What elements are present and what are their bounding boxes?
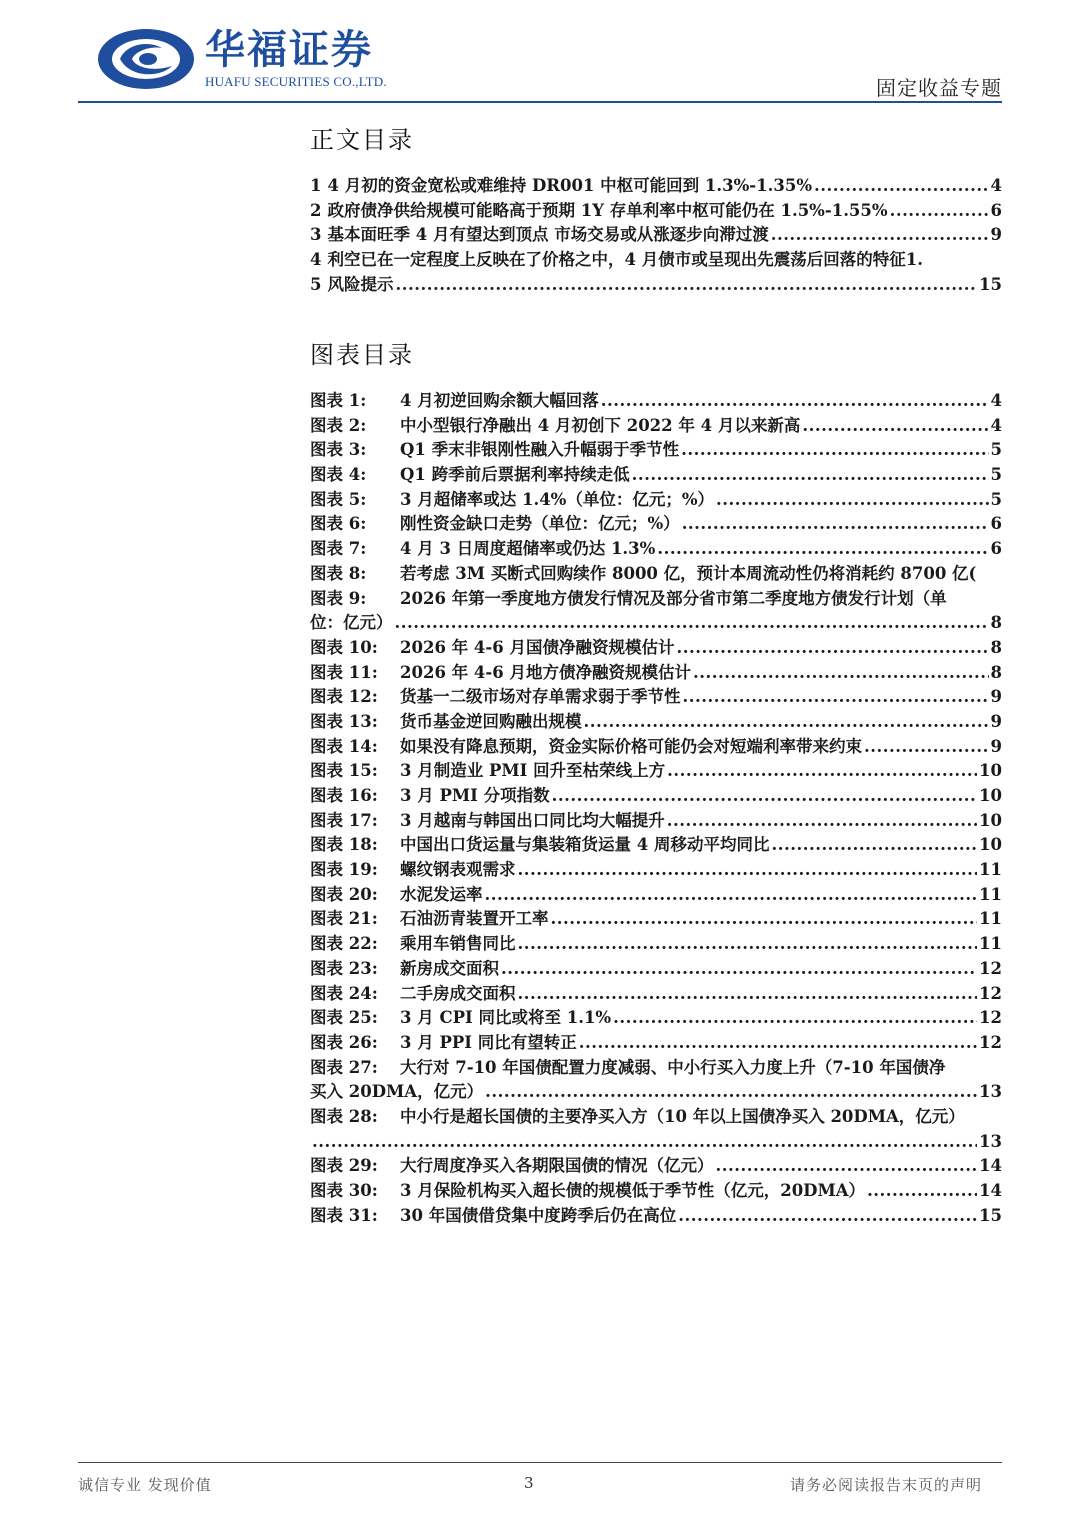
figure-list-item[interactable] <box>310 1179 1002 1204</box>
figure-list-item[interactable] <box>310 389 1002 414</box>
figure-list-item[interactable] <box>310 957 1002 982</box>
dot-leader <box>683 685 989 710</box>
dot-leader <box>667 809 977 834</box>
figure-page: 10 <box>979 835 1002 855</box>
figure-list-item[interactable] <box>310 537 1002 562</box>
figure-list-item[interactable] <box>310 907 1002 932</box>
toc-item-number: 3 <box>310 225 322 245</box>
figure-page: 5 <box>990 440 1002 460</box>
figure-title: 4 月 3 日周度超储率或仍达 1.3% <box>400 539 656 559</box>
figure-list-item[interactable] <box>310 512 1002 537</box>
dot-leader <box>395 273 977 298</box>
dot-leader <box>518 982 978 1007</box>
figure-title: 货基一二级市场对存单需求弱于季节性 <box>400 687 681 707</box>
figure-number: 图表 12: <box>310 687 378 707</box>
figure-title: 3 月越南与韩国出口同比均大幅提升 <box>400 810 665 830</box>
dot-leader <box>579 1031 977 1056</box>
figure-title: 3 月 CPI 同比或将至 1.1% <box>400 1008 612 1028</box>
page-number: 3 <box>524 1474 534 1492</box>
figure-list-item[interactable] <box>310 809 1002 834</box>
figure-title: 3 月保险机构买入超长债的规模低于季节性（亿元，20DMA） <box>400 1181 866 1200</box>
footer-slogan: 诚信专业 发现价值 <box>78 1476 212 1494</box>
figure-number: 图表 24: <box>310 983 378 1003</box>
dot-leader <box>518 932 978 957</box>
dot-leader <box>601 389 989 414</box>
dot-leader <box>681 438 988 463</box>
dot-leader <box>551 907 978 932</box>
figure-list-item[interactable] <box>310 1130 1002 1155</box>
figure-title: 大行对 7-10 年国债配置力度减弱、中小行买入力度上升（7-10 年国债净 <box>400 1057 946 1077</box>
figure-number: 图表 15: <box>310 761 378 781</box>
toc-item-label: 政府债净供给规模可能略高于预期 1Y 存单利率中枢可能仍在 1.5%-1.55% <box>327 200 888 220</box>
figure-list-item[interactable] <box>310 562 1002 587</box>
figure-title: 螺纹钢表观需求 <box>400 860 516 880</box>
figure-list-item[interactable] <box>310 636 1002 661</box>
figure-list-item[interactable] <box>310 784 1002 809</box>
dot-leader <box>802 414 988 439</box>
dot-leader <box>676 636 988 661</box>
toc-item[interactable] <box>310 199 1002 224</box>
figure-page: 12 <box>979 983 1002 1003</box>
figure-page: 13 <box>979 1082 1002 1102</box>
figure-number: 图表 1: <box>310 391 367 410</box>
figure-title: 中小型银行净融出 4 月初创下 2022 年 4 月以来新高 <box>400 415 801 435</box>
figure-title: 如果没有降息预期，资金实际价格可能仍会对短端利率带来约束 <box>400 736 862 756</box>
figure-title: 2026 年 4-6 月国债净融资规模估计 <box>400 637 675 657</box>
figure-page: 11 <box>979 884 1002 904</box>
figure-list-item[interactable] <box>310 1031 1002 1056</box>
figure-number: 图表 10: <box>310 637 378 657</box>
toc-item-number: 5 <box>310 274 322 294</box>
figure-page: 6 <box>990 514 1002 534</box>
dot-leader <box>814 174 989 199</box>
figure-page: 5 <box>990 465 1002 485</box>
dot-leader <box>771 833 977 858</box>
figure-page: 10 <box>979 786 1002 805</box>
figure-title: 30 年国债借贷集中度跨季后仍在高位 <box>400 1205 677 1225</box>
dot-leader <box>678 1204 977 1229</box>
figure-list-item[interactable] <box>310 1056 1002 1081</box>
figure-number: 图表 26: <box>310 1032 378 1052</box>
toc-item-number: 4 <box>310 250 322 270</box>
figure-title: 4 月初逆回购余额大幅回落 <box>400 391 599 410</box>
figure-title: Q1 季末非银刚性融入升幅弱于季节性 <box>400 440 680 460</box>
figure-number: 图表 6: <box>310 514 367 534</box>
dot-leader <box>632 463 989 488</box>
figure-title: 大行周度净买入各期限国债的情况（亿元） <box>400 1156 714 1176</box>
figure-title: 2026 年第一季度地方债发行情况及部分省市第二季度地方债发行计划（单 <box>400 588 947 608</box>
dot-leader <box>312 1130 977 1155</box>
figure-title: 3 月 PMI 分项指数 <box>400 786 550 805</box>
toc-item[interactable] <box>310 248 1002 273</box>
figure-title: 石油沥青装置开工率 <box>400 909 549 929</box>
figure-number: 图表 16: <box>310 786 378 805</box>
figure-number: 图表 23: <box>310 958 378 978</box>
figure-list-item[interactable] <box>310 710 1002 735</box>
figure-page: 12 <box>979 1008 1002 1028</box>
toc-item-page: 6 <box>990 200 1002 220</box>
figure-title: 3 月超储率或达 1.4%（单位：亿元；%） <box>400 489 715 509</box>
toc-item-number: 2 <box>310 200 322 220</box>
dot-leader <box>501 957 977 982</box>
figure-list-item[interactable] <box>310 438 1002 463</box>
figure-page: 9 <box>990 736 1002 756</box>
figure-number: 图表 28: <box>310 1106 378 1126</box>
figure-list-item[interactable] <box>310 982 1002 1007</box>
figure-number: 图表 5: <box>310 489 367 509</box>
figure-list-item[interactable] <box>310 488 1002 513</box>
dot-leader <box>657 537 988 562</box>
figure-title: 刚性资金缺口走势（单位：亿元；%） <box>400 514 680 534</box>
figure-number: 图表 31: <box>310 1205 378 1225</box>
figure-list-item[interactable] <box>310 759 1002 784</box>
toc-item-label: 利空已在一定程度上反映在了价格之中，4 月债市或呈现出先震荡后回落的特征1. <box>327 250 923 270</box>
figure-title: 买入 20DMA，亿元） <box>310 1082 484 1102</box>
brand-name-cn: 华福证券 <box>205 27 373 73</box>
dot-leader <box>518 858 978 883</box>
dot-leader <box>864 735 989 760</box>
huafu-logo-icon <box>96 26 196 92</box>
figure-page: 5 <box>990 489 1002 509</box>
figure-list-item[interactable] <box>310 611 1002 636</box>
dot-leader <box>682 512 989 537</box>
toc-title: 正文目录 <box>310 126 414 154</box>
figure-title: 二手房成交面积 <box>400 983 516 1003</box>
figure-list-item[interactable] <box>310 661 1002 686</box>
dot-leader <box>485 883 978 908</box>
figure-list-item[interactable] <box>310 463 1002 488</box>
figure-number: 图表 11: <box>310 662 378 682</box>
figure-title: 3 月 PPI 同比有望转正 <box>400 1032 577 1052</box>
figure-page: 8 <box>990 662 1002 682</box>
dot-leader <box>716 488 988 513</box>
toc-item-label: 风险提示 <box>327 274 394 294</box>
figure-page: 11 <box>979 934 1002 954</box>
footer-disclaimer: 请务必阅读报告末页的声明 <box>789 1476 982 1494</box>
figure-page: 10 <box>979 810 1002 830</box>
dot-leader <box>395 611 989 636</box>
figure-number: 图表 29: <box>310 1156 378 1176</box>
figure-number: 图表 25: <box>310 1008 378 1028</box>
figure-list-item[interactable] <box>310 685 1002 710</box>
figure-page: 8 <box>990 637 1002 657</box>
figure-list-item[interactable] <box>310 587 1002 612</box>
figure-list-item[interactable] <box>310 1105 1002 1130</box>
figure-title: Q1 跨季前后票据利率持续走低 <box>400 465 630 485</box>
figure-title: 若考虑 3M 买断式回购续作 8000 亿，预计本周流动性仍将消耗约 8700 亿( <box>400 563 977 583</box>
figure-number: 图表 27: <box>310 1057 378 1077</box>
toc-item[interactable] <box>310 174 1002 199</box>
figure-page: 8 <box>990 613 1002 633</box>
brand-name-en: HUAFU SECURITIES CO.,LTD. <box>205 74 387 89</box>
dot-leader <box>613 1006 977 1031</box>
figure-page: 11 <box>979 909 1002 929</box>
figure-number: 图表 22: <box>310 934 378 954</box>
toc-item[interactable] <box>310 223 1002 248</box>
figure-title: 2026 年 4-6 月地方债净融资规模估计 <box>400 662 691 682</box>
figure-title: 货币基金逆回购融出规模 <box>400 711 582 731</box>
figure-page: 14 <box>979 1156 1002 1176</box>
figure-number: 图表 17: <box>310 810 378 830</box>
dot-leader <box>552 784 977 809</box>
figure-page: 11 <box>979 860 1002 880</box>
toc-item-page: 9 <box>990 225 1002 245</box>
dot-leader <box>890 199 989 224</box>
figure-number: 图表 19: <box>310 860 378 880</box>
figure-list-item[interactable] <box>310 735 1002 760</box>
figure-title: 3 月制造业 PMI 回升至枯荣线上方 <box>400 761 666 781</box>
footer-divider <box>78 1462 1002 1463</box>
figure-page: 9 <box>990 687 1002 707</box>
figure-list-item[interactable] <box>310 1154 1002 1179</box>
figure-title: 乘用车销售同比 <box>400 934 516 954</box>
figure-title: 新房成交面积 <box>400 958 499 978</box>
figure-number: 图表 30: <box>310 1181 378 1200</box>
page-header <box>0 0 1080 104</box>
figure-number: 图表 21: <box>310 909 378 929</box>
dot-leader <box>584 710 989 735</box>
toc-item-number: 1 <box>310 176 322 195</box>
figure-page: 6 <box>990 539 1002 559</box>
dot-leader <box>867 1179 977 1204</box>
toc-item-page: 15 <box>979 274 1002 294</box>
figure-number: 图表 13: <box>310 711 378 731</box>
figure-number: 图表 3: <box>310 440 367 460</box>
figure-title: 位：亿元） <box>310 613 393 633</box>
figure-list-item[interactable] <box>310 932 1002 957</box>
figure-number: 图表 4: <box>310 465 367 485</box>
figure-list-item[interactable] <box>310 1204 1002 1229</box>
figure-list-item[interactable] <box>310 1080 1002 1105</box>
figure-page: 12 <box>979 1032 1002 1052</box>
figure-number: 图表 7: <box>310 539 367 559</box>
report-category: 固定收益专题 <box>876 76 1002 100</box>
toc-item-page: 4 <box>990 176 1002 195</box>
toc-item-label: 基本面旺季 4 月有望达到顶点 市场交易或从涨逐步向滞过渡 <box>327 225 769 245</box>
figure-page: 12 <box>979 958 1002 978</box>
figures-title: 图表目录 <box>310 341 414 369</box>
toc-item[interactable] <box>310 273 1002 298</box>
header-divider <box>78 101 1002 103</box>
figure-list-item[interactable] <box>310 833 1002 858</box>
figure-page: 14 <box>979 1181 1002 1200</box>
figure-list-item[interactable] <box>310 858 1002 883</box>
figures-list <box>310 389 1002 1228</box>
figure-list-item[interactable] <box>310 883 1002 908</box>
figure-page: 15 <box>979 1205 1002 1225</box>
figure-page: 4 <box>990 391 1002 410</box>
dot-leader <box>771 223 989 248</box>
figure-number: 图表 18: <box>310 835 378 855</box>
figure-list-item[interactable] <box>310 414 1002 439</box>
toc-list <box>310 174 1002 297</box>
figure-title: 中国出口货运量与集装箱货运量 4 周移动平均同比 <box>400 835 770 855</box>
figure-title: 水泥发运率 <box>400 884 483 904</box>
figure-number: 图表 8: <box>310 563 367 583</box>
figure-page: 4 <box>990 415 1002 435</box>
figure-title: 中小行是超长国债的主要净买入方（10 年以上国债净买入 20DMA，亿元） <box>400 1106 965 1126</box>
figure-number: 图表 2: <box>310 415 367 435</box>
figure-number: 图表 9: <box>310 588 367 608</box>
figure-number: 图表 14: <box>310 736 378 756</box>
figure-number: 图表 20: <box>310 884 378 904</box>
dot-leader <box>716 1154 978 1179</box>
dot-leader <box>667 759 977 784</box>
dot-leader <box>485 1080 977 1105</box>
figure-page: 9 <box>990 711 1002 731</box>
figure-page: 13 <box>979 1131 1002 1151</box>
dot-leader <box>693 661 989 686</box>
toc-item-label: 4 月初的资金宽松或难维持 DR001 中枢可能回到 1.3%-1.35% <box>327 176 813 195</box>
figure-page: 10 <box>979 761 1002 781</box>
figure-list-item[interactable] <box>310 1006 1002 1031</box>
